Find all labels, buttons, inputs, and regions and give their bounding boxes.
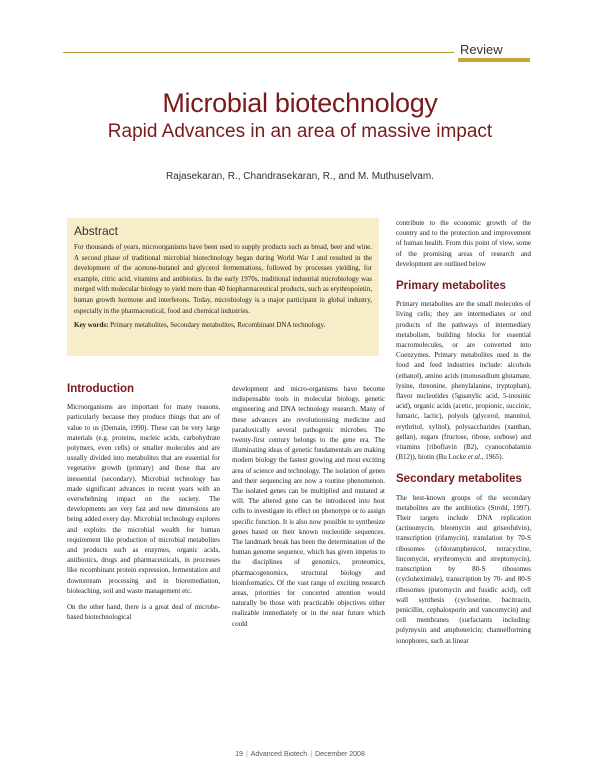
header-rule-line: [63, 52, 454, 53]
abstract-heading: Abstract: [74, 224, 119, 238]
primary-metabolites-paragraph: [396, 299, 531, 462]
article-subtitle: Rapid Advances in an area of massive impact: [107, 121, 493, 142]
primary-metabolites-heading: Primary metabolites: [396, 280, 506, 293]
column-right: [396, 218, 531, 652]
primary-etal: et al.: [467, 453, 482, 462]
keywords-text: Primary metabolites, Secondary metabolites, Recombinant DNA technology.: [108, 321, 326, 330]
abstract-box: [67, 218, 379, 356]
keywords-label: Key words:: [74, 321, 109, 330]
journal-name: Advanced Biotech: [250, 751, 308, 758]
introduction-paragraph-2: On the other hand, there is a great deal of microbe-based biotechnological: [67, 603, 220, 622]
column-left: [67, 384, 220, 628]
primary-text-end: , 1965).: [481, 453, 504, 462]
article-title: Microbial biotechnology: [162, 88, 438, 118]
secondary-metabolites-paragraph: The best-known groups of the secondary metabolites are the antibiotics (Strohl, 1997). Their targets include DNA replication (actinomycin, bleomycin and griseofulvin), transcription (rifamycin), translation by 70-S ribosomes (chloramphenicol, tetracycline, lincomycin, erythromycin and streptomycin), transcription by 80-S ribosomes (cycloheximide), transcription by 70- and 80-S ribosomes (puromycin and fusidic acid), cell wall synthesis (cycloserine, bacitracin, penicillin, cephalosporin and vancomycin) and cell membranes (surfactants including: polymyxin and amphotericin; channelforming ionophores, such as linear: [396, 493, 531, 645]
secondary-metabolites-heading: Secondary metabolites: [396, 473, 522, 486]
article-authors: Rajasekaran, R., Chandrasekaran, R., and M. Muthuselvam.: [166, 171, 434, 182]
page-number: 19: [235, 751, 243, 758]
introduction-paragraph-1: Microorganisms are important for many reasons, particularly because they produce things that are of value to us (Demain, 1990). These can be very large materials (e.g. proteins, nucleic acids, carbohydrate polymers, even cells) or smaller molecules and are usually divided into metabolites that are essential for vegetative growth (primary) and those that are inessential (secondary). Microbial technology has made significant advances in recent years with an overwhelming impact on the society. The developments are very fast and new dimensions are being added every day. Microbial technology explores and exploits the microbial wealth for human requirement like production of microbial metabolites and products such as enzymes, organic acids, antibiotics, drugs and pharmaceuticals, in processes like recombinant protein expression, fermentation and downstream processing and in bioremediation, bioleaching, soil and waste management etc.: [67, 403, 220, 595]
page-footer: 19 | Advanced Biotech | December 2008: [235, 751, 365, 758]
keywords-line: [74, 320, 372, 330]
introduction-paragraph-3: development and micro-organisms have become indispensable tools in molecular biology, genetic engineering and DNA technology research. Many of these advances are revolutionising medicine and paradoxically several pathogenic microbes. The twenty-first century belongs to the gene era. The illuminating ideas of genetic fundamentals are making modern biology the fastest growing and most exciting area of science and technology. The isolation of genes and their sequencing are now a routine phenomenon. The isolated genes can be multiplied and mutated at will. The altered gene can be introduced into host cells to investigate its effect on phenotype or to assign specific function. It is also now possible to synthesize genes based on their known nucleotide sequences. The landmark break has been the determination of the human genome sequence, which has given impetus to the disciplines of genomics, proteomics, pharmacogenomics, structural biology and bioinformatics. Of the vast range of exciting research areas, priorities for concerted attention would naturally be those with practicable objectives either realizable immediately or in the near future which could: [232, 385, 385, 628]
column-middle: [232, 384, 385, 635]
abstract-body: For thousands of years, microorganisms have been used to supply products such as bread, beer and wine. A second phase of traditional microbial biotechnology began during World War I and resulted in the development of the acetone-butanol and glycerol fermentations, followed by processes yielding, for example, citric acid, vitamins and antibiotics. In the early 1970s, traditional industrial microbiology was merged with molecular biology to yield more than 40 biopharmaceutical products, such as erythropoietin, human growth hormone and interferons. Today, microbiology is a major participant in global industry, especially in the pharmaceutical, food and chemical industries.: [74, 243, 372, 315]
introduction-heading: Introduction: [67, 383, 135, 395]
section-underline: [458, 58, 530, 62]
section-label: Review: [460, 42, 503, 57]
primary-text: Primary metabolites are the small molecules of living cells; they are intermediates or end products of the pathways of intermediary metabolism, building blocks for essential macromolecules, or are converted into Coenzymes. Primary metabolites used in the food and feed industries include: alcohols (ethanol), amino acids (monosodium glutamate, lysine, threonine, phenylalanine, tryptophan), flavor nucleotides (5guanylic acid, 5-inosinic acid), organic acids (acetic, propionic, succinic, fumaric, lactic), polyols (glycerol, mannitol, erythritol, xylitol), polysaccharides (xanthan, gellan), sugars (fructose, ribose, sorbose) and vitamins [riboflavin (B2), cyanocobalamin (B12)), biotin (Bu Locke: [396, 300, 531, 462]
introduction-paragraph-4: contribute to the economic growth of the country and to the protection and improvement of human health. From this point of view, some of the promising areas of research and development are outlined below: [396, 219, 531, 268]
issue-date: December 2008: [315, 751, 365, 758]
